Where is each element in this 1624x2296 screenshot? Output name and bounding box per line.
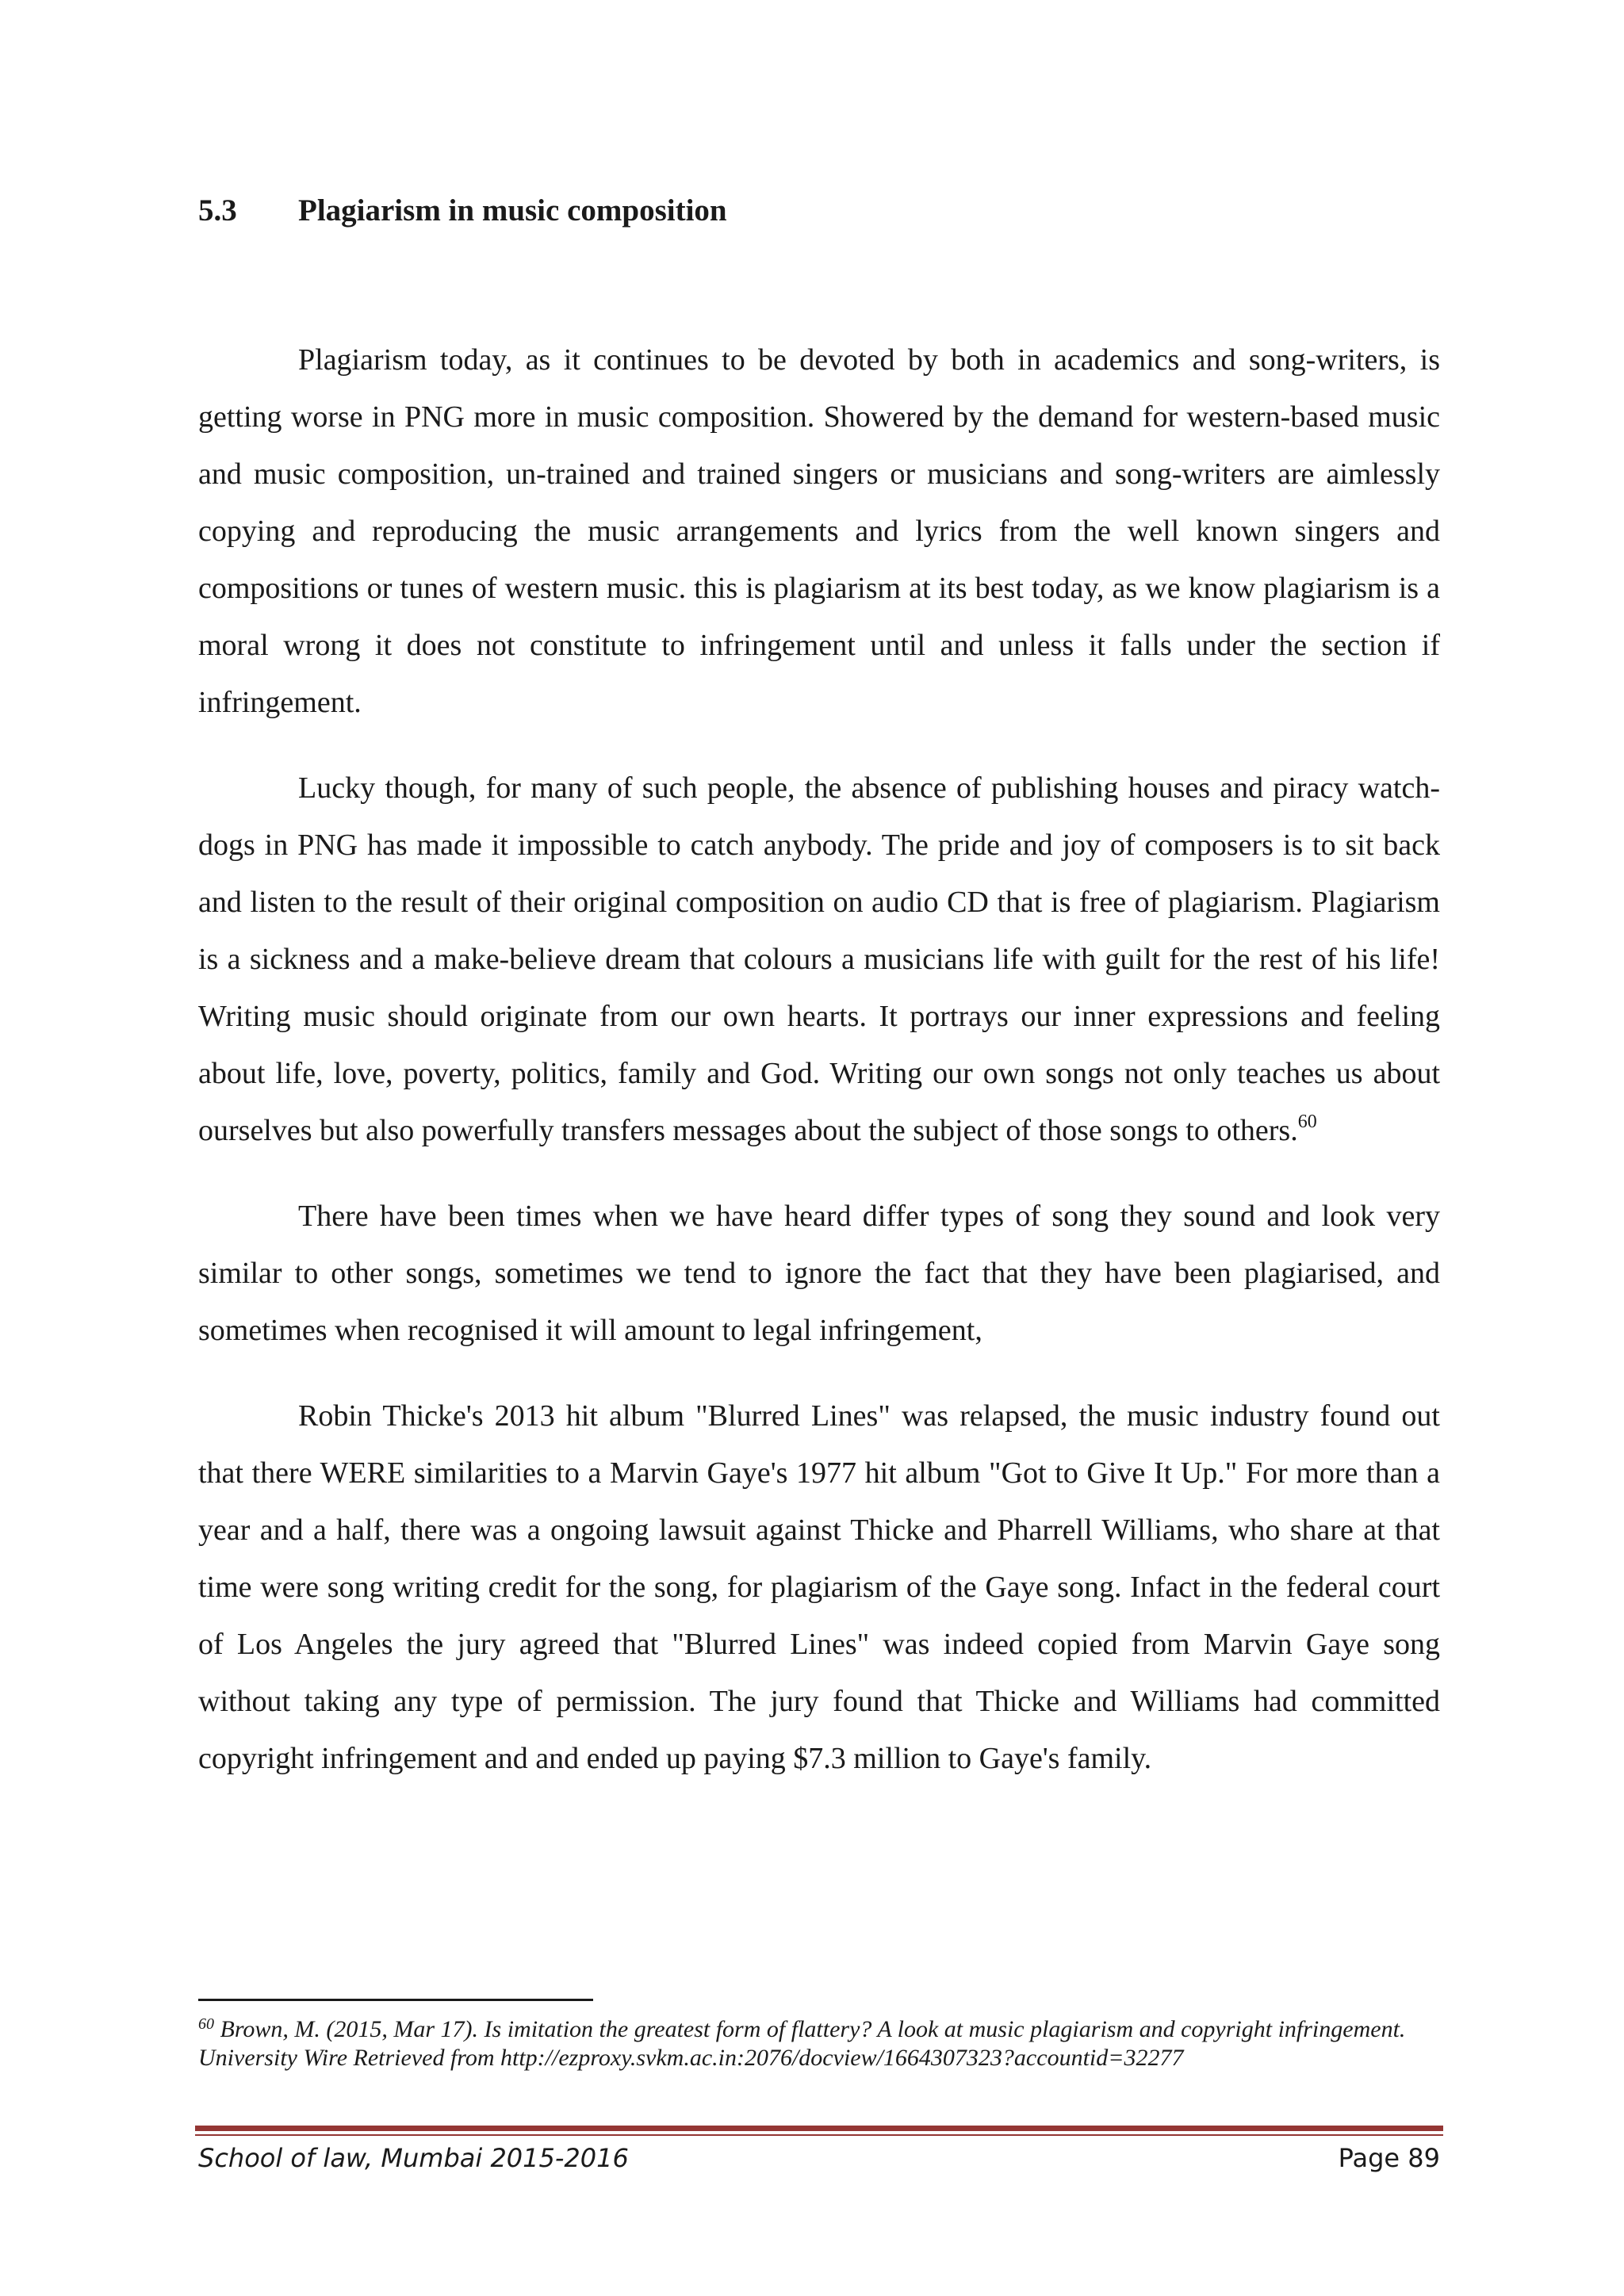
- footer-rule-thick: [195, 2126, 1443, 2131]
- paragraph-text: Robin Thicke's 2013 hit album "Blurred Lines" was relapsed, the music industry found out that there WERE similarities to a Marvin Gaye's 1977 hit album "Got to Give It Up." For more than a year and a half, there was a ongoing lawsuit against Thicke and Pharrell Williams, who share at that time were song writing credit for the song, for plagiarism of the Gaye song. Infact in the federal court of Los Angeles the jury agreed that "Blurred Lines" was indeed copied from Marvin Gaye song without taking any type of permission. The jury found that Thicke and Williams had committed copyright infringement and and ended up paying $7.3 million to Gaye's family.: [198, 1399, 1440, 1775]
- paragraph: [198, 1188, 1440, 1359]
- footer-school: School of law, Mumbai 2015-2016: [198, 2143, 629, 2173]
- section-number: 5.3: [198, 193, 237, 228]
- footnote-separator: [198, 1999, 593, 2001]
- paragraph: [198, 331, 1440, 731]
- paragraph-text: Plagiarism today, as it continues to be devoted by both in academics and song-writers, is getting worse in PNG more in music composition. Showered by the demand for western-based music and music composition, un-trained and trained singers or musicians and song-writers are aimlessly copying and reproducing the music arrangements and lyrics from the well known singers and compositions or tunes of western music. this is plagiarism at its best today, as we know plagiarism is a moral wrong it does not constitute to infringement until and unless it falls under the section if infringement.: [198, 343, 1440, 719]
- paragraph: [198, 1387, 1440, 1787]
- footer-rule-thin: [195, 2134, 1443, 2136]
- body-text: [198, 331, 1440, 1816]
- paragraph: [198, 760, 1440, 1159]
- section-heading: [198, 193, 727, 228]
- section-title: Plagiarism in music composition: [298, 193, 727, 228]
- page-footer: [198, 2143, 1440, 2173]
- page-number: Page 89: [1338, 2143, 1440, 2173]
- footnote: [198, 2015, 1440, 2072]
- footnote-number: 60: [198, 2015, 214, 2033]
- paragraph-text: There have been times when we have heard differ types of song they sound and look very similar to other songs, sometimes we tend to ignore the fact that they have been plagiarised, and sometimes when recognised it will amount to legal infringement,: [198, 1200, 1440, 1347]
- footnote-text: Brown, M. (2015, Mar 17). Is imitation the greatest form of flattery? A look at music plagiarism and copyright infringement. University Wire Retrieved from http://ezproxy.svkm.ac.in:2076/docview/1664307323?accountid=32277: [198, 2016, 1406, 2071]
- footnote-reference[interactable]: 60: [1297, 1112, 1317, 1132]
- paragraph-text: Lucky though, for many of such people, the absence of publishing houses and piracy watch-dogs in PNG has made it impossible to catch anybody. The pride and joy of composers is to sit back and listen to the result of their original composition on audio CD that is free of plagiarism. Plagiarism is a sickness and a make-believe dream that colours a musicians life with guilt for the rest of his life! Writing music should originate from our own hearts. It portrays our inner expressions and feeling about life, love, poverty, politics, family and God. Writing our own songs not only teaches us about ourselves but also powerfully transfers messages about the subject of those songs to others.: [198, 771, 1440, 1147]
